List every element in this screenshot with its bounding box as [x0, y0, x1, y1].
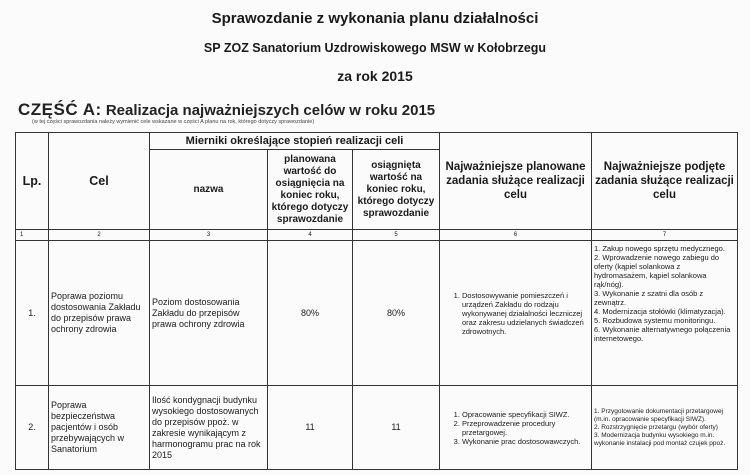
- done-task-item: 6. Wykonanie alternatywnego połączenia internetowego.: [594, 325, 731, 343]
- header-achieved-value: osiągnięta wartość na koniec roku, którego dotyczy sprawozdanie: [353, 150, 440, 230]
- column-number: 6: [440, 230, 592, 241]
- done-task-item: 1. Przygotowanie dokumentacji przetargowej (m.in. opracowanie specyfikacji SIWZ).: [594, 407, 723, 423]
- institution-name: SP ZOZ Sanatorium Uzdrowiskowego MSW w Kołobrzegu: [203, 41, 547, 55]
- done-task-item: 3. Wykonanie z szatni dla osób z zewnątrz.: [594, 289, 704, 307]
- done-task-item: 1. Zakup nowego sprzętu medycznego.: [594, 244, 725, 253]
- row-goal: Poprawa poziomu dostosowania Zakładu do przepisów prawa ochrony zdrowia: [49, 241, 150, 386]
- done-task-item: 2. Wprowadzenie nowego zabiegu do oferty (kąpiel solankowa z hydromasażem, kąpiel solankowa rąk/nóg).: [594, 253, 720, 289]
- part-note: (w tej części sprawozdania należy wymienić cele wskazane w części A planu na rok, którego dotyczy sprawozdanie): [32, 119, 315, 125]
- header-done-tasks: Najważniejsze podjęte zadania służące realizacji celu: [592, 133, 738, 230]
- row-measure-name: Ilość kondygnacji budynku wysokiego dostosowanych do przepisów ppoż. w zakresie wynikającym z harmonogramu prac na rok 2015: [150, 386, 268, 470]
- row-planned-tasks: [440, 241, 592, 386]
- planned-task-item: 1. Opracowanie specyfikacji SIWZ.: [462, 410, 589, 419]
- row-done-tasks: [592, 241, 738, 386]
- planned-task-item: 3. Wykonanie prac dostosowawczych.: [462, 437, 589, 446]
- row-lp: 2.: [16, 386, 49, 470]
- row-planned-tasks: [440, 386, 592, 470]
- column-number: 2: [49, 230, 150, 241]
- row-measure-name: Poziom dostosowania Zakładu do przepisów prawa ochrony zdrowia: [150, 241, 268, 386]
- table-row: [16, 241, 738, 386]
- header-planned-tasks: Najważniejsze planowane zadania służące realizacji celu: [440, 133, 592, 230]
- goals-table: [15, 132, 738, 470]
- row-achieved-value: 80%: [353, 241, 440, 386]
- header-planned-value: planowana wartość do osiągnięcia na koniec roku, którego dotyczy sprawozdanie: [268, 150, 353, 230]
- column-number: 5: [353, 230, 440, 241]
- row-achieved-value: 11: [353, 386, 440, 470]
- done-task-item: 2. Rozstrzygnięcie przetargu (wybór oferty): [594, 423, 718, 431]
- table-row: [16, 386, 738, 470]
- header-measures-group: Mierniki określające stopień realizacji celi: [150, 133, 440, 150]
- row-goal: Poprawa bezpieczeństwa pacjentów i osób przebywających w Sanatorium: [49, 386, 150, 470]
- header-goal: Cel: [49, 133, 150, 230]
- header-measure-name: nazwa: [150, 150, 268, 230]
- header-lp: Lp.: [16, 133, 49, 230]
- done-task-item: 4. Modernizacja stołówki (klimatyzacja).: [594, 307, 726, 316]
- done-task-item: 3. Modernizacja budynku wysokiego m.in. wykonanie instalacji pod montaż czujek ppoż.: [594, 431, 726, 447]
- row-done-tasks: [592, 386, 738, 470]
- column-number: 3: [150, 230, 268, 241]
- planned-task-item: 2. Przeprowadzenie procedury przetargowej.: [462, 419, 589, 437]
- document-title: Sprawozdanie z wykonania planu działalności: [211, 10, 539, 27]
- row-lp: 1.: [16, 241, 49, 386]
- row-planned-value: 80%: [268, 241, 353, 386]
- column-number: 7: [592, 230, 738, 241]
- column-number: 1: [16, 230, 49, 241]
- column-number-row: [16, 230, 738, 241]
- column-number: 4: [268, 230, 353, 241]
- part-title: Realizacja najważniejszych celów w roku 2015: [105, 102, 436, 119]
- part-heading: [18, 100, 435, 120]
- part-label: CZĘŚĆ A:: [18, 100, 102, 119]
- report-year: za rok 2015: [337, 68, 413, 84]
- done-task-item: 5. Rozbudowa systemu monitoringu.: [594, 316, 716, 325]
- planned-task-item: 1. Dostosowywanie pomieszczeń i urządzeń Zakładu do rodzaju wykonywanej działalności leczniczej oraz zakresu udzielanych świadczeń zdrowotnych.: [462, 291, 589, 336]
- row-planned-value: 11: [268, 386, 353, 470]
